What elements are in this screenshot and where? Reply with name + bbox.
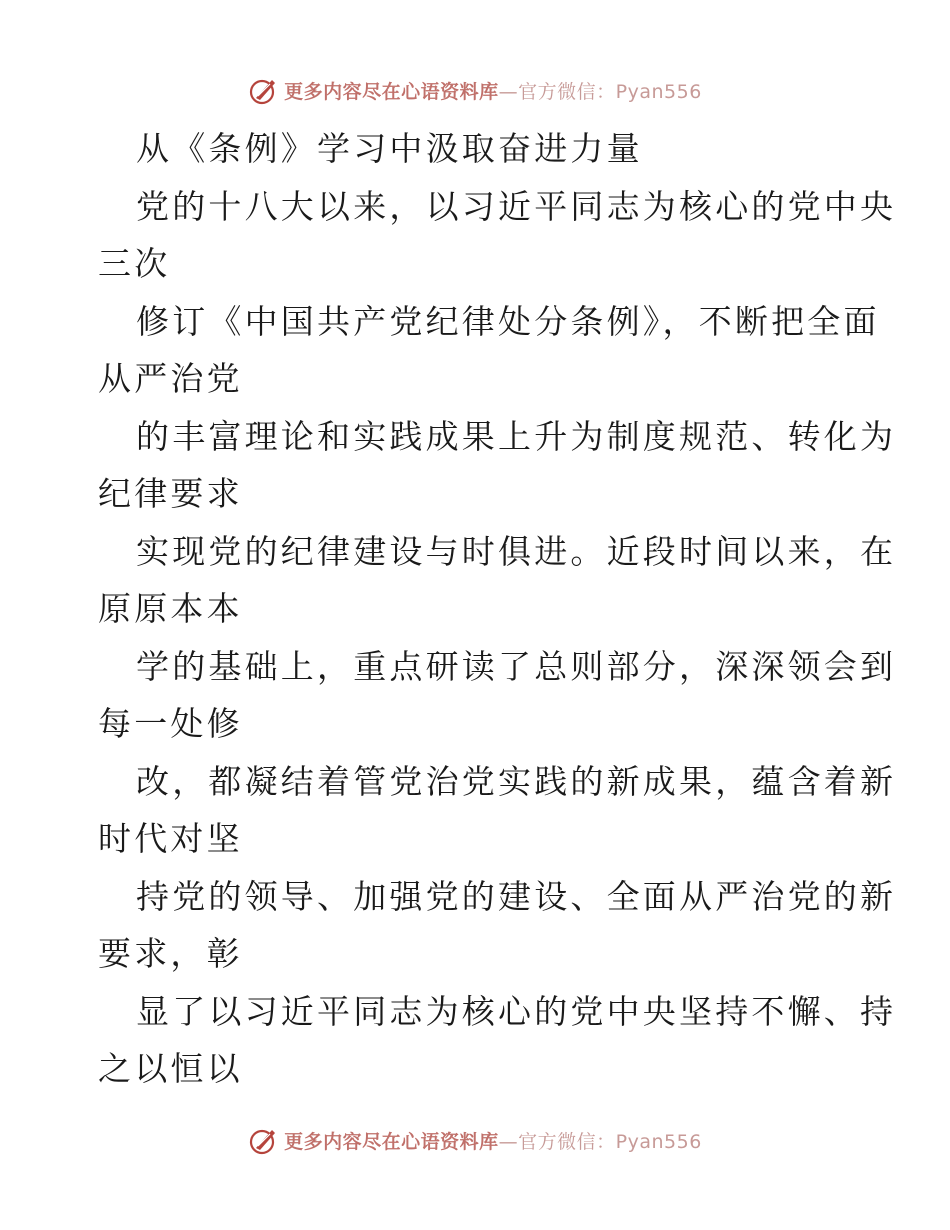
text-line: 要求，彰 bbox=[98, 934, 243, 973]
text-line: 纪律要求 bbox=[98, 474, 243, 513]
text-line: 原原本本 bbox=[98, 589, 243, 628]
text-line: 改，都凝结着管党治党实践的新成果，蕴含着新 bbox=[136, 761, 897, 801]
feather-pen-logo-icon bbox=[248, 1124, 280, 1156]
text-line: 实现党的纪律建设与时俱进。近段时间以来，在 bbox=[136, 531, 897, 571]
text-line: 从《条例》学习中汲取奋进力量 bbox=[136, 129, 643, 168]
watermark-text: 更多内容尽在心语资料库—官方微信：Pyan556 bbox=[284, 1130, 702, 1153]
feather-pen-logo-icon bbox=[248, 74, 280, 106]
text-line: 从严治党 bbox=[98, 359, 243, 398]
text-line: 三次 bbox=[98, 244, 171, 283]
document-body bbox=[98, 120, 897, 1098]
footer-watermark bbox=[0, 1120, 950, 1160]
text-line: 每一处修 bbox=[98, 704, 243, 743]
text-line: 显了以习近平同志为核心的党中央坚持不懈、持 bbox=[136, 991, 897, 1031]
watermark-text: 更多内容尽在心语资料库—官方微信：Pyan556 bbox=[284, 80, 702, 103]
text-line: 学的基础上，重点研读了总则部分，深深领会到 bbox=[136, 646, 897, 686]
header-watermark bbox=[0, 70, 950, 110]
text-line: 时代对坚 bbox=[98, 819, 243, 858]
text-line: 修订《中国共产党纪律处分条例》，不断把全面 bbox=[136, 301, 880, 341]
text-line: 持党的领导、加强党的建设、全面从严治党的新 bbox=[136, 876, 897, 916]
text-line: 之以恒以 bbox=[98, 1049, 243, 1088]
text-line: 党的十八大以来，以习近平同志为核心的党中央 bbox=[136, 186, 897, 226]
text-line: 的丰富理论和实践成果上升为制度规范、转化为 bbox=[136, 416, 897, 456]
